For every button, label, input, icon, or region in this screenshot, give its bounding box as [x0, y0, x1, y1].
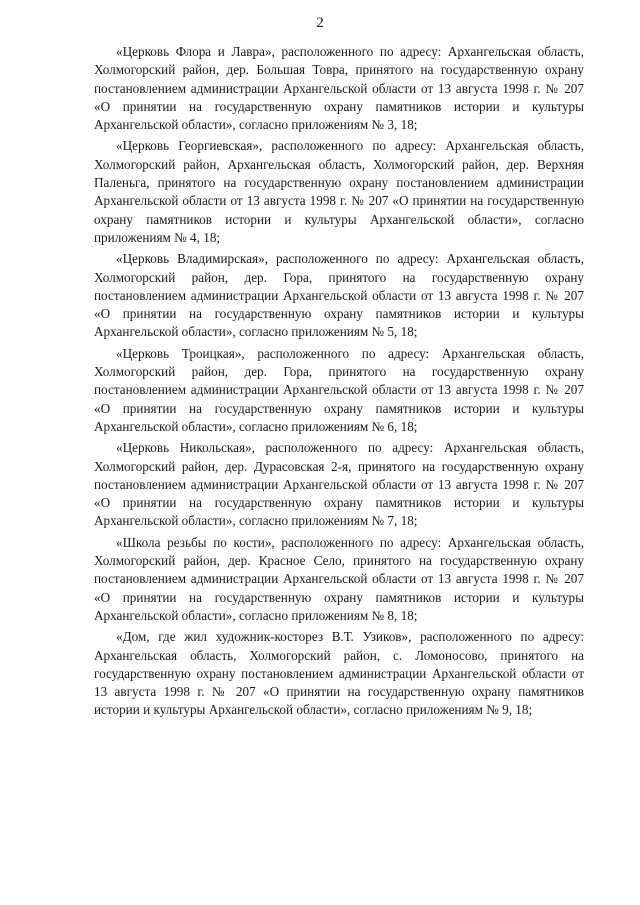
- paragraph-bone-carving-school: «Школа резьбы по кости», расположенного по адресу: Архангельская область, Холмогорский район, дер. Красное Село, принятого на государственную охрану постановлением администрации Архангельской области от 13 августа 1998 г. № 207 «О принятии на государственную охрану памятников истории и культуры Архангельской области», согласно приложениям № 8, 18;: [94, 534, 584, 623]
- page-number: 2: [316, 15, 324, 31]
- paragraph-church-vladimirskaya: «Церковь Владимирская», расположенного по адресу: Архангельская область, Холмогорский район, дер. Гора, принятого на государственную охрану постановлением администрации Архангельской области от 13 августа 1998 г. № 207 «О принятии на государственную охрану памятников истории и культуры Архангельской области», согласно приложениям № 5, 18;: [94, 251, 584, 340]
- paragraph-church-troitskaya: «Церковь Троицкая», расположенного по адресу: Архангельская область, Холмогорский район, дер. Гора, принятого на государственную охрану постановлением администрации Архангельской области от 13 августа 1998 г. № 207 «О принятии на государственную охрану памятников истории и культуры Архангельской области», согласно приложениям № 6, 18;: [94, 345, 584, 434]
- paragraph-uzikov-house: «Дом, где жил художник-косторез В.Т. Узиков», расположенного по адресу: Архангельская область, Холмогорский район, с. Ломоносово, принятого на государственную охрану постановлением администрации Архангельской области от 13 августа 1998 г. № 207 «О принятии на государственную охрану памятников истории и культуры Архангельской области», согласно приложениям № 9, 18;: [94, 629, 584, 718]
- paragraph-church-georgievskaya: «Церковь Георгиевская», расположенного по адресу: Архангельская область, Холмогорский район, Архангельская область, Холмогорский район, дер. Верхняя Паленьга, принятого на государственную охрану постановлением администрации Архангельской области от 13 августа 1998 г. № 207 «О принятии на государственную охрану памятников истории и культуры Архангельской области», согласно приложениям № 4, 18;: [94, 138, 584, 245]
- paragraph-church-flora-lavra: «Церковь Флора и Лавра», расположенного по адресу: Архангельская область, Холмогорский район, дер. Большая Товра, принятого на государственную охрану постановлением администрации Архангельской области от 13 августа 1998 г. № 207 «О принятии на государственную охрану памятников истории и культуры Архангельской области», согласно приложениям № 3, 18;: [94, 44, 584, 133]
- paragraph-church-nikolskaya: «Церковь Никольская», расположенного по адресу: Архангельская область, Холмогорский район, дер. Дурасовская 2-я, принятого на государственную охрану постановлением администрации Архангельской области от 13 августа 1998 г. № 207 «О принятии на государственную охрану памятников истории и культуры Архангельской области», согласно приложениям № 7, 18;: [94, 440, 584, 529]
- document-body: [94, 43, 584, 723]
